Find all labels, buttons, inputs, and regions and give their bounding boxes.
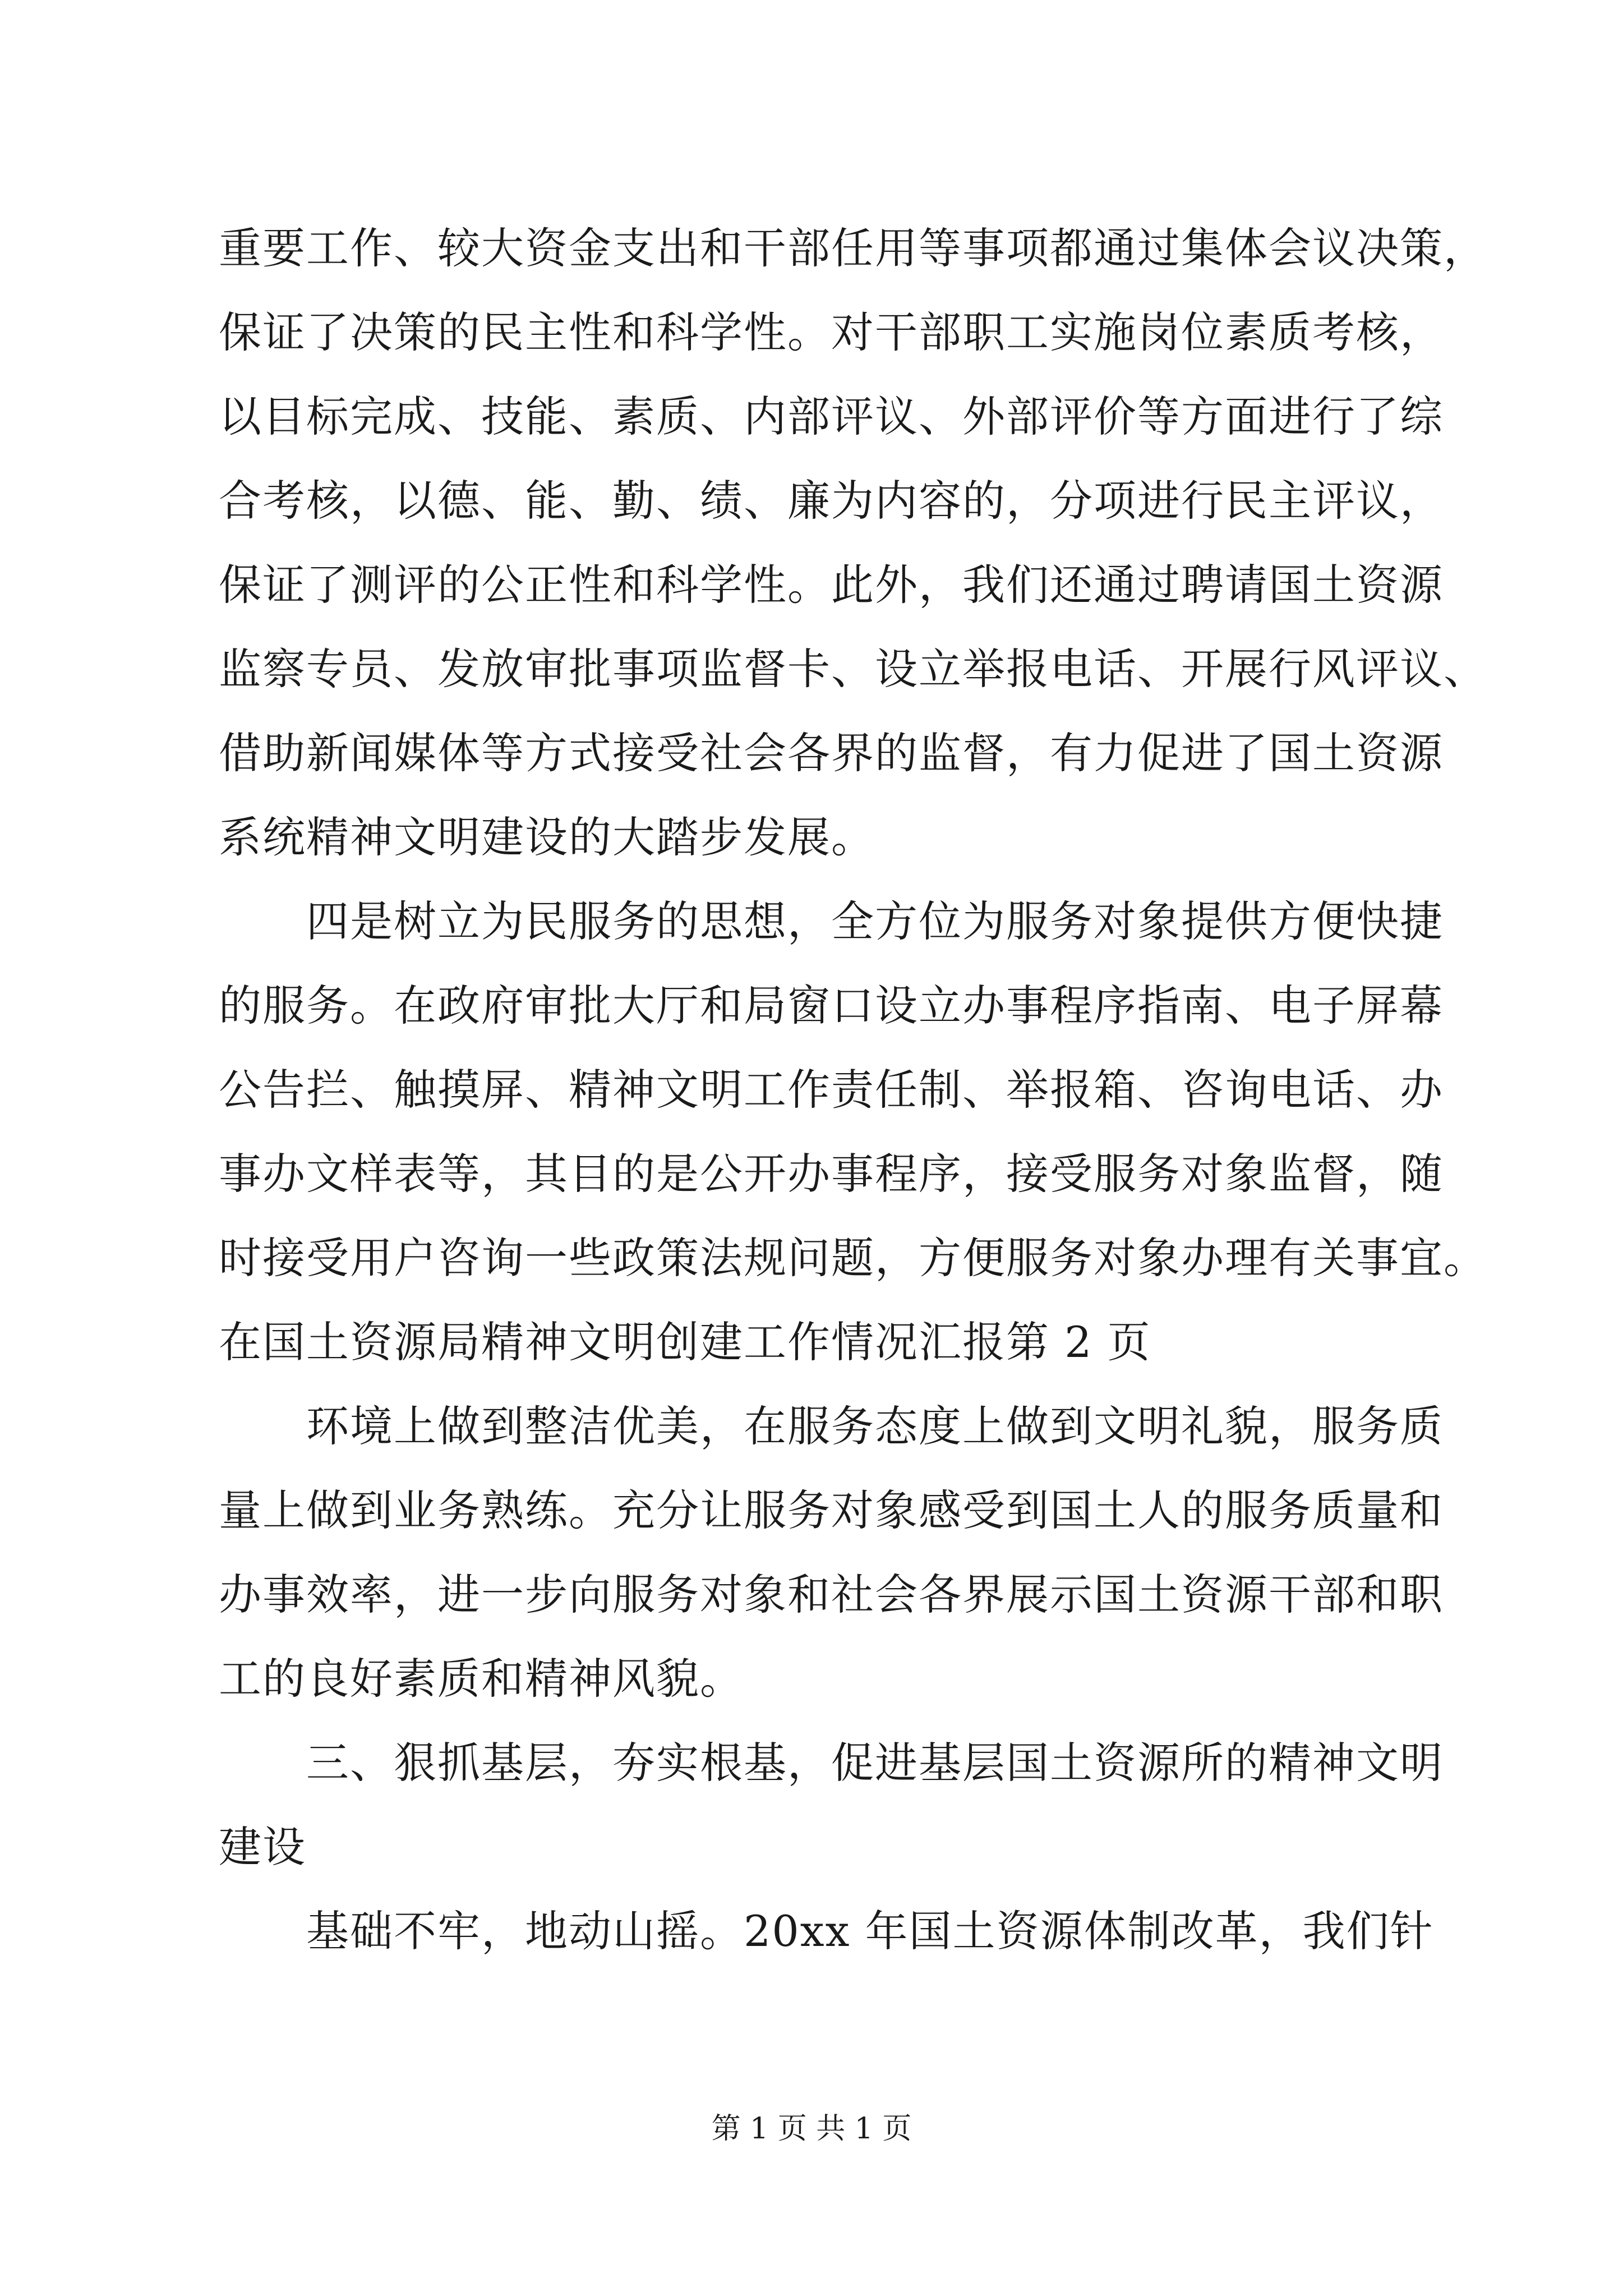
text-line: 公告拦、触摸屏、精神文明工作责任制、举报箱、咨询电话、办: [219, 1065, 1444, 1115]
page-footer: 第 1 页 共 1 页: [711, 2112, 912, 2146]
text-line: 借助新闻媒体等方式接受社会各界的监督，有力促进了国土资源: [219, 728, 1444, 778]
text-line: 办事效率，进一步向服务对象和社会各界展示国土资源干部和职: [219, 1570, 1444, 1619]
text-line: 在国土资源局精神文明创建工作情况汇报第 2 页: [219, 1317, 1151, 1367]
text-line: 建设: [219, 1822, 306, 1872]
text-line: 的服务。在政府审批大厅和局窗口设立办事程序指南、电子屏幕: [219, 981, 1444, 1030]
text-line: 四是树立为民服务的思想，全方位为服务对象提供方便快捷: [219, 896, 1444, 946]
text-line: 环境上做到整洁优美，在服务态度上做到文明礼貌，服务质: [219, 1401, 1444, 1451]
text-line: 以目标完成、技能、素质、内部评议、外部评价等方面进行了综: [219, 392, 1444, 441]
text-line: 基础不牢，地动山摇。20xx 年国土资源体制改革，我们针: [219, 1906, 1434, 1956]
text-line: 时接受用户咨询一些政策法规问题，方便服务对象办理有关事宜。: [219, 1233, 1487, 1283]
text-line: 保证了决策的民主性和科学性。对干部职工实施岗位素质考核，: [219, 307, 1444, 357]
text-line: 保证了测评的公正性和科学性。此外，我们还通过聘请国土资源: [219, 560, 1444, 610]
text-line: 合考核，以德、能、勤、绩、廉为内容的，分项进行民主评议，: [219, 476, 1444, 526]
document-body: [219, 206, 1487, 1973]
text-line: 监察专员、发放审批事项监督卡、设立举报电话、开展行风评议、: [219, 644, 1487, 694]
text-line: 系统精神文明建设的大踏步发展。: [219, 812, 875, 862]
text-line: 工的良好素质和精神风貌。: [219, 1654, 744, 1704]
text-line: 三、狠抓基层，夯实根基，促进基层国土资源所的精神文明: [219, 1738, 1444, 1788]
text-line: 重要工作、较大资金支出和干部任用等事项都通过集体会议决策，: [219, 223, 1487, 273]
text-line: 事办文样表等，其目的是公开办事程序，接受服务对象监督，随: [219, 1149, 1444, 1199]
text-line: 量上做到业务熟练。充分让服务对象感受到国土人的服务质量和: [219, 1485, 1444, 1535]
